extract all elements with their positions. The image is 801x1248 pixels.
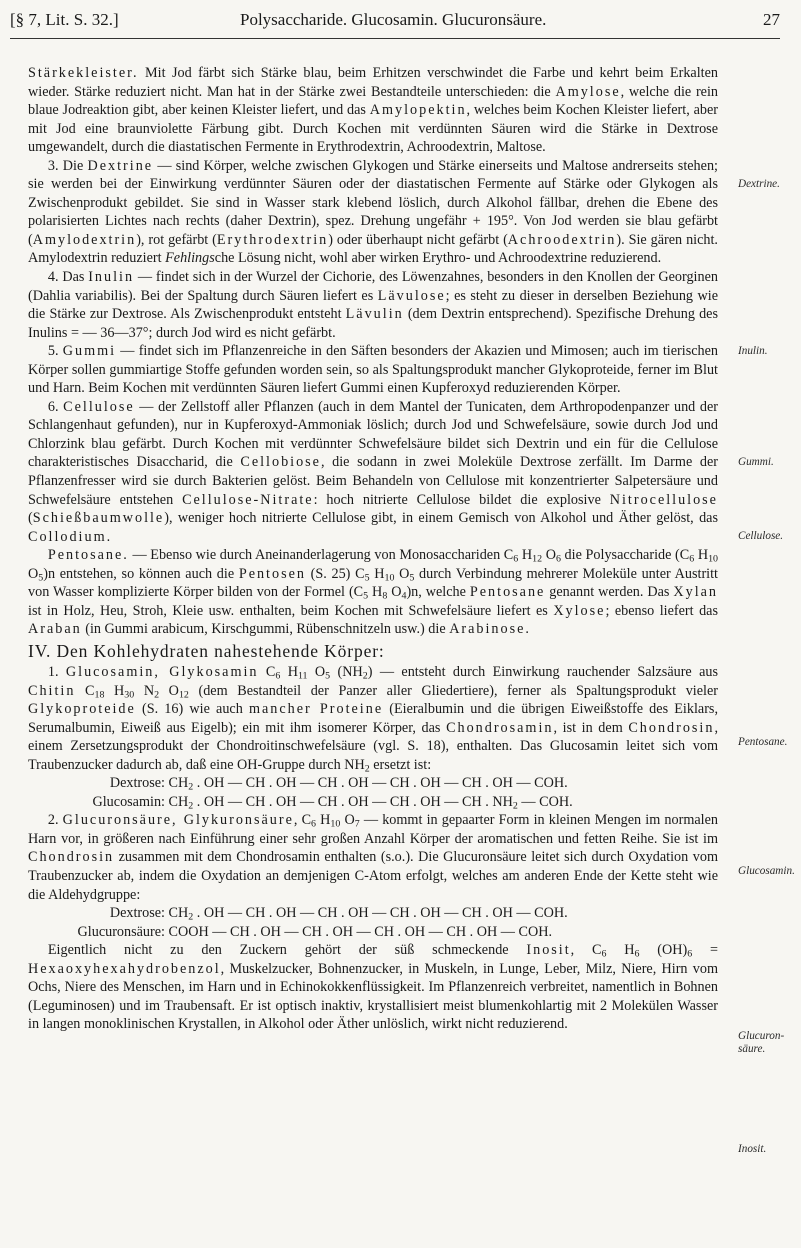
subscript: 8 (382, 590, 388, 602)
text-run: (S. 16) wie auch (135, 701, 249, 718)
body-text (28, 64, 718, 1034)
text-run: : hoch nitrierte Cellulose bildet die explosive (313, 491, 610, 508)
text-run: = (692, 942, 718, 959)
text-run: )n entstehen, so können auch die (43, 565, 239, 582)
term-cellulose-nitrate: Cellulose-Nitrate (182, 491, 314, 508)
margin-note-pentosane: Pentosane. (738, 736, 788, 748)
text-run: C (75, 682, 95, 699)
text-run: Eigentlich nicht zu den Zuckern gehört der süß schmeckende (47, 942, 527, 959)
text-run: O (307, 663, 326, 680)
subscript: 6 (687, 948, 693, 960)
margin-note-cellulose: Cellulose. (738, 530, 784, 542)
text-run: , C (570, 942, 602, 959)
subscript: 5 (364, 572, 370, 584)
margin-note-dextrine: Dextrine. (738, 178, 780, 190)
formula-text: CH (165, 793, 189, 810)
subscript: 6 (311, 818, 317, 830)
text-run: — Ebenso wie durch Aneinanderlagerung von Monosacchariden C (128, 547, 514, 564)
term-araban: Araban (28, 621, 82, 638)
term-mancher-proteine: mancher Proteine (249, 701, 384, 718)
subscript: 5 (38, 572, 44, 584)
text-run: ). Sie gären nicht. Amylodextrin reduziert (28, 231, 718, 267)
term-inosit: Inosit (526, 942, 571, 959)
subscript: 12 (532, 553, 543, 565)
text-run: H (369, 565, 385, 582)
formula-text: — COH. (517, 793, 573, 810)
paragraph-gummi (28, 342, 718, 398)
text-run: — findet sich im Pflanzenreiche in den Säften besonders der Akazien und Mimosen; auch im tierischen Körper sollen gummiartige Stoffe gefunden worden sein, so als Spaltungsprodukt mancher Glykoproteide, ferner im Blut und Harn. Beim Kochen mit verdünnten Säuren liefert Gummi einen Kupferoxyd reduzierenden Körper. (28, 343, 718, 397)
margin-note-inulin: Inulin. (738, 345, 768, 357)
term-chitin: Chitin (28, 682, 76, 699)
text-run: H (606, 942, 635, 959)
term-chondrosin: Chondrosin (28, 849, 115, 866)
text-run: (Eieralbumin und die übrigen Eiweißstoffe des Eiklars, Serumalbumin, Eiweiß aus Eigelb); ein mit ihm isomerer Körper, das (28, 701, 718, 736)
term-collodium: Collodium (28, 528, 107, 545)
paragraph-dextrine (28, 157, 718, 268)
term-glucuronsaeure: Glucuronsäure, Glykuronsäure (62, 812, 294, 829)
text-run: C (258, 663, 276, 680)
text-run: , einem Zersetzungsprodukt der Chondroitinschwefelsäure (vgl. S. 18), enthalten. Das Glucosamin leitet sich vom Traubenzucker dadurch ab, daß eine OH-Gruppe durch NH (28, 719, 718, 773)
subscript: 5 (325, 670, 331, 682)
text-run: che Lösung nicht, wohl aber wirken Erythro- und Achroodextrine reduzierend. (214, 250, 662, 267)
text-run: , welches beim Kochen Kleister liefert, aber mit Jod eine braunviolette Färbung gibt. Durch Kochen mit verdünnten Säuren wird die Stärke in Dextrose umgewandelt, durch die diastatischen Fermente in Erythrodextrin, Achroodextrin, Maltose. (28, 102, 718, 156)
text-run: , C (293, 812, 312, 829)
subscript: 6 (513, 553, 519, 565)
term-pentosane-heading: Pentosane. (47, 547, 129, 564)
text-run: 1. (47, 663, 66, 680)
text-run: H (368, 584, 383, 601)
formula-label: Dextrose: (109, 775, 165, 792)
term-chondrosin: Chondrosin (628, 719, 715, 736)
text-run: — sind Körper, welche zwischen Glykogen und Stärke einerseits und Maltose andrerseits stehen; sie werden bei der Einwirkung verdünnter Säuren oder der diastatischen Fermente auf Stärke oder Glykogen als Zwischenprodukt gebildet. Sie sind in Wasser stark klebend löslich, durch Alkohol fällbar, drehen die Ebene des polarisierten Lichtes nach rechts (daher Dextrin), spez. Drehung ungefähr + 195°. Von Jod werden sie blau gefärbt ( (28, 157, 718, 248)
text-run: 5. (47, 343, 63, 360)
formula-text: CH (165, 775, 189, 792)
term-amylodextrin: Amylodextrin (32, 231, 137, 248)
text-run: H (694, 547, 709, 564)
term-cellobiose: Cellobiose (240, 454, 321, 471)
term-amylopektin: Amylopektin (369, 102, 467, 119)
text-run: N (134, 682, 155, 699)
text-run: ), rot gefärbt ( (136, 231, 217, 248)
term-xylan: Xylan (673, 584, 719, 601)
text-run: ) — entsteht durch Einwirkung rauchender Salzsäure aus (367, 663, 719, 680)
term-staerkekleister: Stärkekleister. (28, 65, 139, 81)
text-run: O (28, 565, 39, 582)
text-run: (in Gummi arabicum, Kirschgummi, Rübenschnitzeln usw.) die (81, 621, 450, 638)
term-pentosen: Pentosen (238, 565, 306, 582)
paragraph-glucosamin (28, 663, 718, 774)
term-glucosamin: Glucosamin, Glykosamin (65, 663, 259, 680)
text-run: O (394, 565, 410, 582)
term-xylose: Xylose (553, 602, 606, 619)
term-schiessbaumwolle: Schießbaumwolle (32, 510, 165, 527)
subscript: 12 (178, 688, 189, 700)
text-run: — kommt in gepaarter Form in kleinen Mengen im normalen Harn vor, in größeren nach Einführung einer sehr großen Anzahl Körper der aromatischen und fetten Reihe. Sie ist im (28, 812, 719, 847)
subscript: 7 (354, 818, 360, 830)
term-achroodextrin: Achroodextrin (507, 231, 617, 248)
subscript: 2 (362, 670, 368, 682)
subscript: 2 (154, 688, 160, 700)
text-run: zusammen mit dem Chondrosamin enthalten (s.o.). Die Glucuronsäure leitet sich durch Oxydation vom Traubenzucker ab, indem die Oxydation an demjenigen C-Atom erfolgt, welches am anderen Ende der Kette steht wie die Aldehydgruppe: (28, 849, 718, 903)
text-run: ( (28, 510, 33, 527)
term-pentosane: Pentosane (469, 584, 546, 601)
subscript: 2 (364, 763, 370, 775)
text-run: O (340, 812, 355, 829)
text-run: (S. 25) C (305, 565, 365, 582)
subscript: 6 (689, 553, 695, 565)
subscript: 10 (708, 553, 719, 565)
subscript: 2 (188, 911, 194, 923)
text-run: )n, welche (406, 584, 470, 601)
term-amylose: Amylose (555, 83, 621, 100)
text-run: H (280, 663, 298, 680)
page-number: 27 (763, 10, 780, 29)
text-run: 3. Die (47, 157, 88, 174)
term-erythrodextrin: Erythrodextrin (216, 231, 329, 248)
paragraph-inosit (28, 941, 718, 1034)
subscript: 11 (297, 670, 308, 682)
text-run: ist in Holz, Heu, Stroh, Kleie usw. enthalten, beim Kochen mit Schwefelsäure liefert es (28, 602, 554, 619)
text-run: (dem Dextrin entsprechend). Spezifische Drehung des Inulins = — 36—37°; durch Jod wird es nicht gefärbt. (28, 306, 718, 341)
subscript: 5 (363, 590, 369, 602)
term-glykoproteide: Glykoproteide (28, 701, 136, 718)
term-laevulose: Lävulose (377, 287, 446, 304)
text-run: 4. Das (47, 269, 89, 286)
text-run: ersetzt ist: (369, 756, 432, 773)
term-arabinose: Arabinose (449, 621, 526, 638)
subscript: 6 (601, 948, 607, 960)
text-run: H (518, 547, 533, 564)
text-run: Mit Jod färbt sich Stärke blau, beim Erhitzen verschwindet die Farbe und kehrt beim Erkalten wieder. Stärke reduziert nicht. Man hat in der Stärke zwei Bestandteile unterschieden: die (28, 65, 718, 100)
text-run: — der Zellstoff aller Pflanzen (auch in dem Mantel der Tunicaten, dem Arthropodenpanzer und der Schlangenhaut gefunden), nur in Kupferoxyd-Ammoniak löslich; durch Jod und Schwefelsäure, sowie durch Jod und Chlorzink blau gefärbt. Durch Kochen mit verdünnter Schwefelsäure bildet sich Dextrin und ein für die Cellulose charakteristisches Disaccharid, die (28, 398, 719, 471)
text-run: , welche die rein blaue Jodreaktion gibt, aber keinen Kleister liefert, und das (28, 83, 719, 119)
text-run: die Polysaccharide (C (560, 547, 690, 564)
text-run: O (542, 547, 556, 564)
margin-note-inosit: Inosit. (738, 1143, 767, 1155)
text-run: (NH (330, 663, 363, 680)
paragraph-cellulose (28, 398, 718, 546)
formula-glucosamin (28, 793, 718, 812)
subscript: 6 (275, 670, 281, 682)
term-dextrine: Dextrine (87, 157, 154, 174)
subscript: 10 (384, 572, 395, 584)
text-run: (dem Bestandteil der Panzer aller Gliedertiere), ferner als Spaltungsprodukt vieler (188, 682, 719, 699)
formula-text: . OH — CH . OH — CH . OH — CH . OH — CH . OH — COH. (193, 775, 568, 792)
text-run: ), weniger hoch nitrierte Cellulose gibt, in einem Gemisch von Alkohol und Äther gelöst, das (164, 510, 718, 527)
margin-note-glucuron-part1: Glucuron- (738, 1030, 785, 1042)
margin-note-glucuron-part2: säure. (738, 1043, 766, 1055)
text-run: H (104, 682, 125, 699)
subscript: 5 (409, 572, 415, 584)
paragraph-pentosane (28, 546, 718, 639)
paragraph-inulin (28, 268, 718, 342)
text-run: ; es steht zu dieser in derselben Beziehung wie die Stärke zur Dextrose. Als Zwischenprodukt entsteht (28, 287, 718, 323)
formula-glucuronsaeure (28, 923, 718, 942)
page-header (10, 0, 780, 46)
subscript: 2 (188, 800, 194, 812)
subscript: 10 (330, 818, 341, 830)
term-fehling: Fehlings (165, 250, 215, 267)
term-cellulose: Cellulose (63, 398, 135, 415)
subscript: 6 (555, 553, 561, 565)
term-nitrocellulose: Nitrocellulose (609, 491, 718, 508)
section-reference: [§ 7, Lit. S. 32.] (10, 10, 119, 29)
header-rule (10, 38, 780, 39)
formula-label: Dextrose: (109, 905, 165, 922)
subscript: 18 (94, 688, 105, 700)
text-run: durch Verbindung mehrerer Moleküle unter Austritt von Wasser komplizierte Körper bilden von der Formel (C (28, 565, 718, 601)
subscript: 6 (634, 948, 640, 960)
formula-dextrose-2 (28, 904, 718, 923)
paragraph-glucuronsaeure (28, 811, 718, 904)
formula-label: Glucosamin: (92, 793, 165, 810)
term-inulin: Inulin (88, 269, 135, 286)
formula-text: CH (165, 905, 189, 922)
formula-dextrose-1 (28, 774, 718, 793)
formula-label: Glucuronsäure: (77, 923, 165, 940)
text-run: (OH) (639, 942, 688, 959)
running-title: Polysaccharide. Glucosamin. Glucuronsäure. (240, 10, 547, 29)
text-run: genannt werden. Das (545, 584, 674, 601)
text-run: 6. (47, 398, 64, 415)
formula-text: . OH — CH . OH — CH . OH — CH . OH — CH . NH (193, 793, 513, 810)
formula-text: COOH — CH . OH — CH . OH — CH . OH — CH . OH — COH. (165, 923, 553, 940)
text-run: , Muskelzucker, Bohnenzucker, in Muskeln, in Lunge, Leber, Milz, Niere, Hirn vom Ochs, Niere des Menschen, im Harn und in Echinokokkenflüssigkeit. Im Pflanzenreich verbreitet, namentlich in Bohnen (Leguminosen) und im Traubensaft. Er ist optisch inaktiv, krystallisiert meist blumenkohlartig mit 2 Molekülen Wasser in langen monoklinischen Krystallen, in Alkohol oder Äther unlöslich, wirkt nicht reduzierend. (28, 960, 718, 1033)
text-run: ) oder überhaupt nicht gefärbt ( (328, 231, 508, 248)
paragraph-staerkekleister (28, 64, 718, 157)
term-chondrosamin: Chondrosamin (446, 719, 554, 736)
term-laevulin: Lävulin (345, 306, 404, 323)
formula-text: . OH — CH . OH — CH . OH — CH . OH — CH . OH — COH. (193, 905, 568, 922)
text-run: . (525, 621, 529, 638)
text-run: . (106, 528, 111, 545)
text-run: O (159, 682, 179, 699)
term-hexaoxyhexahydrobenzol: Hexaoxyhexahydrobenzol (28, 960, 221, 977)
subscript: 4 (401, 590, 407, 602)
text-run: ; ebenso liefert das (605, 602, 718, 619)
subscript: 30 (124, 688, 135, 700)
subscript: 2 (188, 781, 194, 793)
text-run: , die sodann in zwei Moleküle Dextrose zerfällt. Im Darme der Pflanzenfresser wird sie durch Bakterien gelöst. Beim Behandeln von Cellulose mit konzentrierter Salpetersäure und Schwefelsäure entstehen (28, 454, 718, 508)
margin-note-gummi: Gummi. (738, 456, 774, 468)
subscript: 2 (512, 800, 518, 812)
text-run: H (316, 812, 331, 829)
text-run: — findet sich in der Wurzel der Cichorie, des Löwenzahnes, besonders in den Knollen der Georginen (Dahlia variabilis). Bei der Spaltung durch Säuren liefert es (28, 269, 718, 304)
text-run: 2. (47, 812, 63, 829)
text-run: , ist in dem (553, 719, 629, 736)
margin-note-glucuronsaeure (738, 1030, 800, 1056)
term-gummi: Gummi (62, 343, 117, 360)
margin-note-glucosamin: Glucosamin. (738, 865, 795, 877)
section-heading-iv: IV. Den Kohlehydraten nahestehende Körper: (28, 640, 385, 661)
text-run: O (387, 584, 402, 601)
